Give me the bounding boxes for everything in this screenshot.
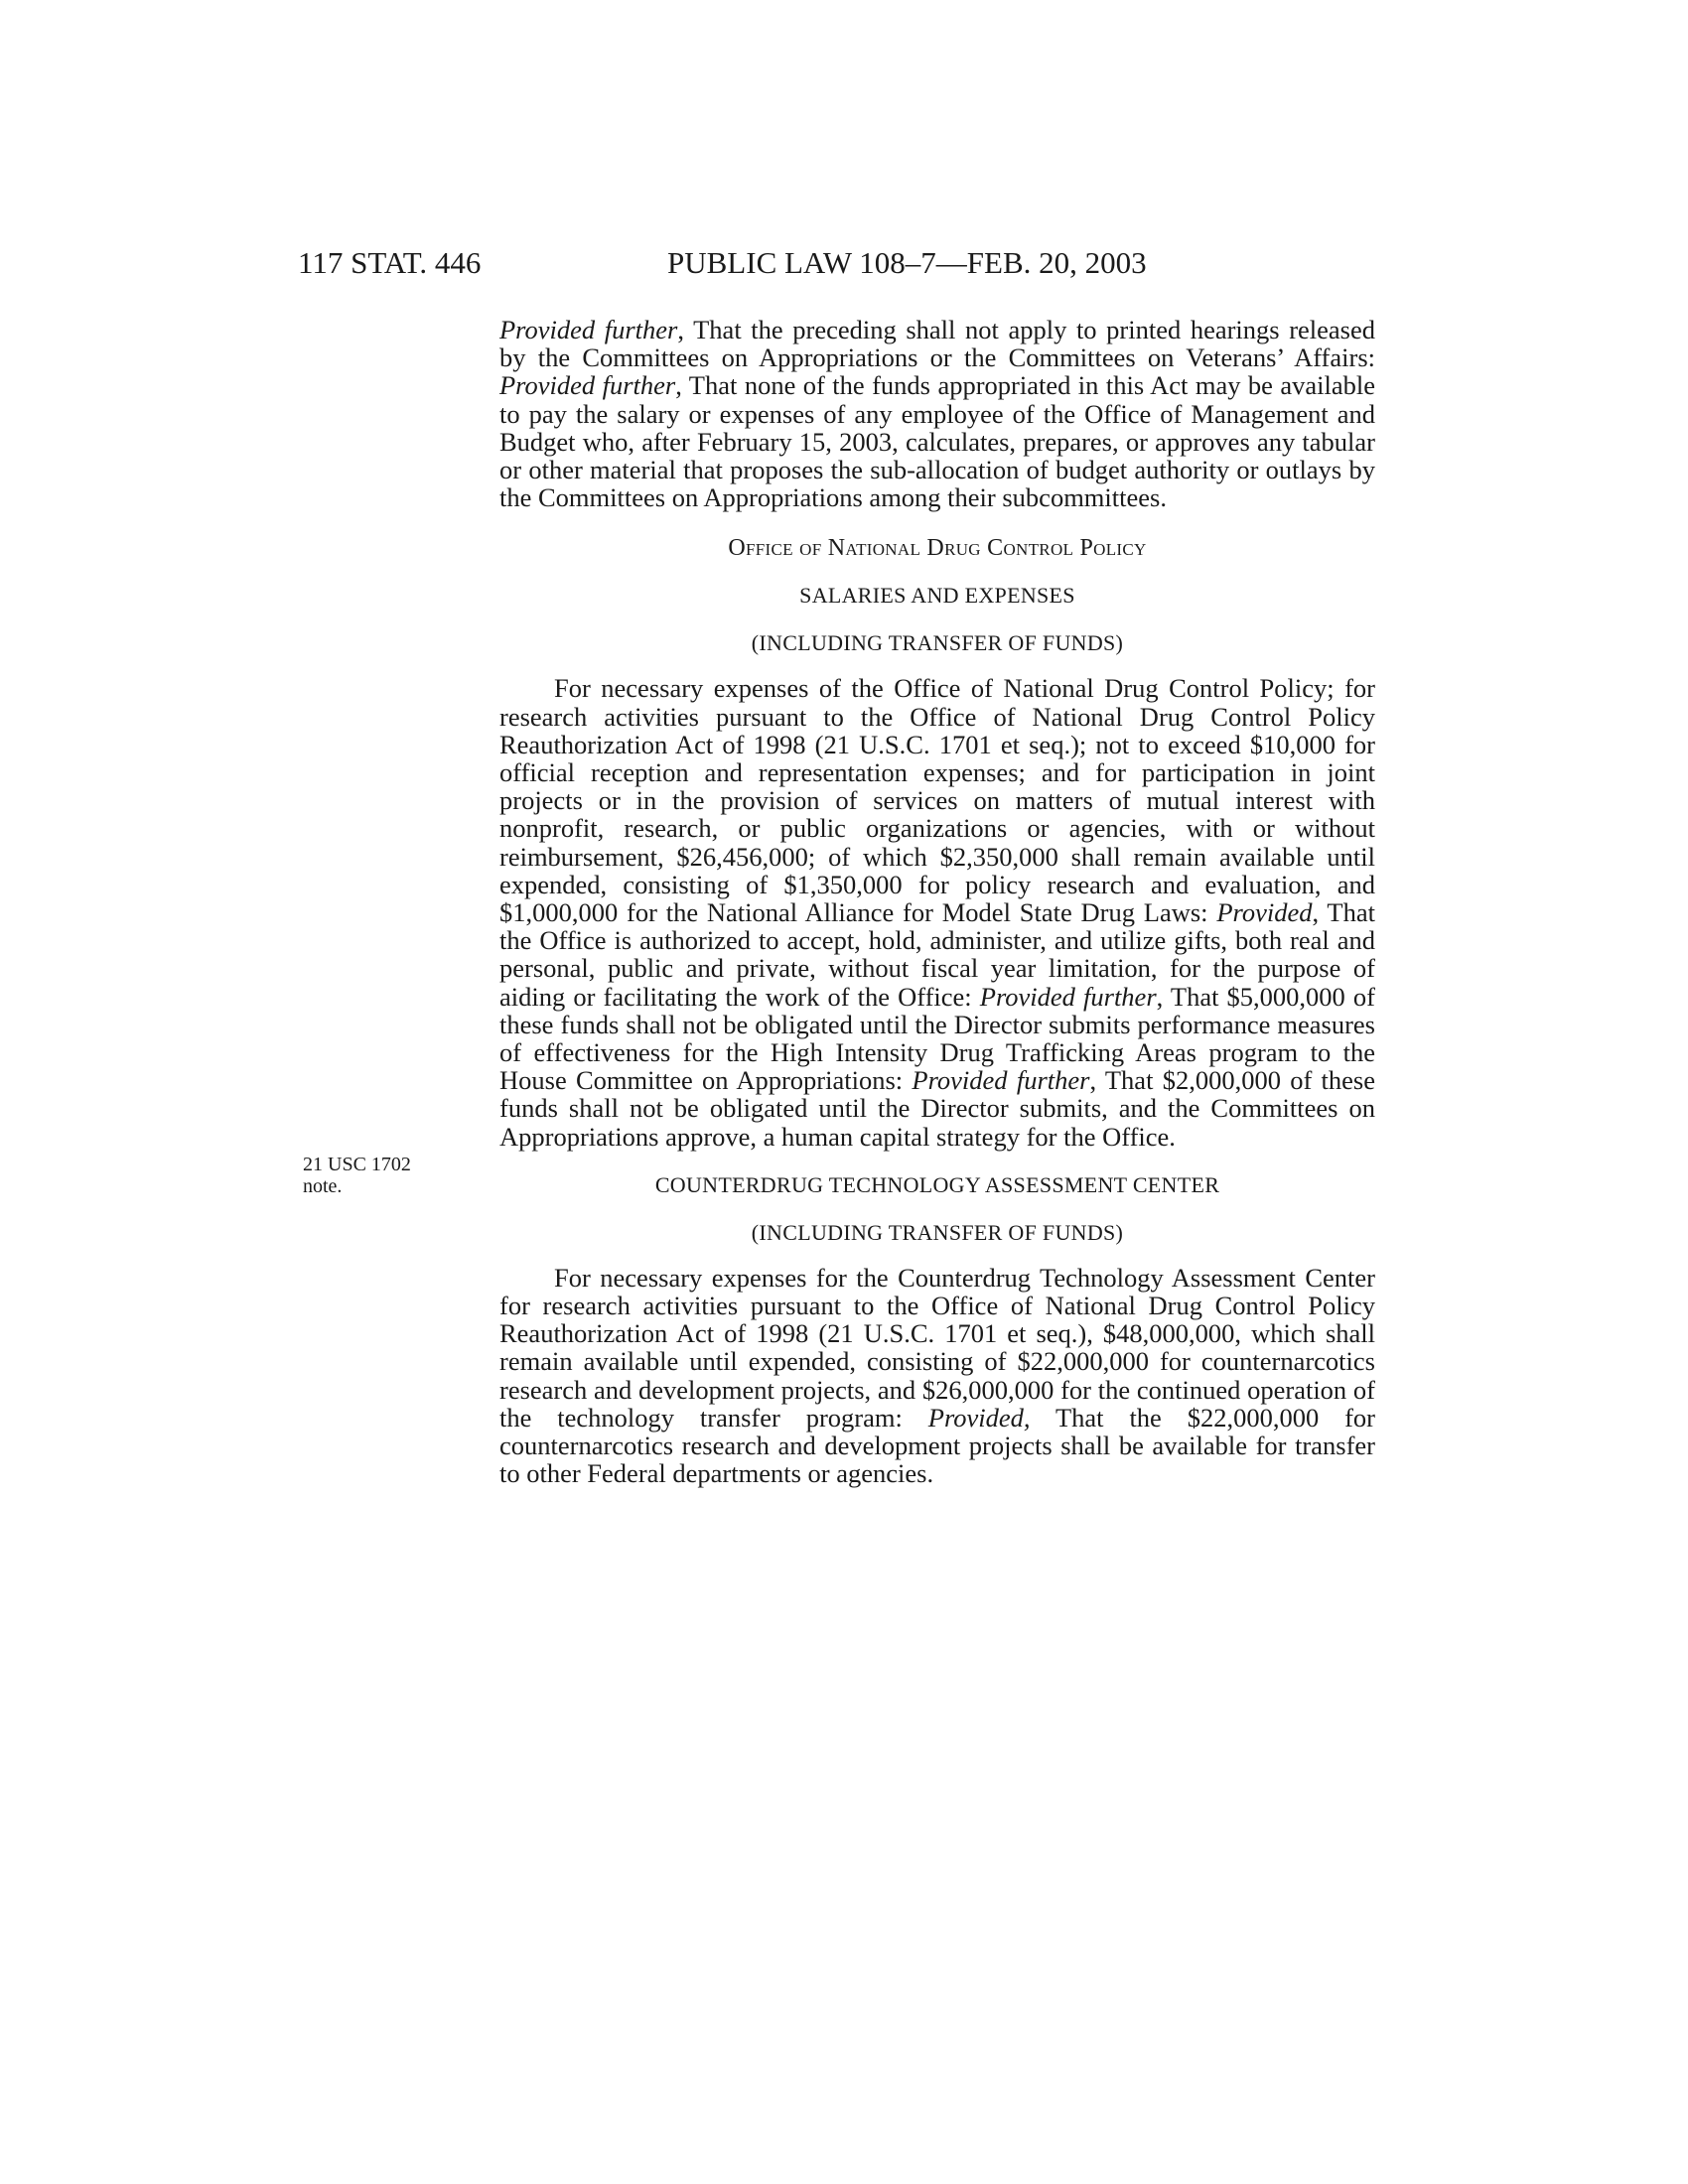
paragraph-text: That the $22,000,000 for counternarcotics research and development projects shall be available for transfer to other Federal departments or agencies. [499,1402,1376,1489]
section-heading-ondcp: Office of National Drug Control Policy [728,535,1147,562]
italic-term: Provided further [499,315,678,344]
margin-note-line-2: note. [303,1175,343,1197]
paragraph-text: For necessary expenses of the Office of National Drug Control Policy; for research activities pursuant to the Office of National Drug Control Policy Reauthorization Act of 1998 (21 U.S.C. 1701 et seq.); not to exceed $10,000 for official reception and representation expenses; and for participation in joint projects or in the provision of services on matters of mutual interest with nonprofit, research, or public organizations or agencies, with or without reimbursement, $26,456,000; of which $2,350,000 shall remain available until expended, consisting of $1,350,000 for policy research and evaluation, and $1,000,000 for the National Alliance for Model State Drug Laws: [499,673,1375,928]
paragraph-text: , That $5,000,000 of these funds shall not be obligated until the Director submits performance measures of effectiveness for the High Intensity Drug Trafficking Areas program to the House Committee on Appropriations: [499,981,1375,1096]
italic-term: Provided, [927,1402,1031,1433]
margin-note-line-1: 21 USC 1702 [303,1154,411,1175]
paragraph-text: For necessary expenses for the Counterdrug Technology Assessment Center for research activities pursuant to the Office of National Drug Control Policy Reauthorization Act of 1998 (21 U.S.C. 1701 et seq.), $48,000,000, which shall remain available until expended, consisting of $22,000,000 for counternarcotics research and development projects, and $26,000,000 for the continued operation of the technology transfer program: [499,1262,1375,1433]
paragraph-text: , That none of the funds appropriated in this Act may be available to pay the salary or expenses of any employee of the Office of Management and Budget who, after February 15, 2003, calculates, prepares, or approves any tabular or other material that proposes the sub-allocation of budget authority or outlays by the Committees on Appropriations among their subcommittees. [499,370,1375,513]
body-column [499,316,1375,1488]
italic-term: Provided further [979,981,1157,1012]
subheading-salaries: SALARIES AND EXPENSES [799,583,1075,609]
paragraph-ondcp-appropriation [499,674,1375,1150]
margin-note [303,1154,452,1197]
paragraph-text: , That the preceding shall not apply to printed hearings released by the Committees on Appropriations or the Committees on Veterans’ Affairs: [499,315,1376,373]
italic-term: Provided further [499,370,676,401]
subheading-transfer: (INCLUDING TRANSFER OF FUNDS) [751,630,1124,656]
italic-term: Provided [1216,897,1313,928]
paragraph-provisos [499,316,1375,511]
italic-term: Provided further [912,1065,1090,1096]
section-heading-counterdrug: COUNTERDRUG TECHNOLOGY ASSESSMENT CENTER [654,1171,1220,1197]
paragraph-text: , That the Office is authorized to accept, hold, administer, and utilize gifts, both real and personal, public and private, without fiscal year limitation, for the purpose of aiding or facilitating the work of the Office: [499,897,1375,1012]
paragraph-counterdrug-appropriation [499,1264,1375,1488]
paragraph-text: , That $2,000,000 of these funds shall not be obligated until the Director submits, and the Committees on Appropriations approve, a human capital strategy for the Office. [499,1065,1376,1152]
law-title: PUBLIC LAW 108–7—FEB. 20, 2003 [667,245,1147,280]
statute-citation: 117 STAT. 446 [298,245,482,280]
subheading-transfer: (INCLUDING TRANSFER OF FUNDS) [751,1219,1124,1245]
page-header [298,245,1395,291]
